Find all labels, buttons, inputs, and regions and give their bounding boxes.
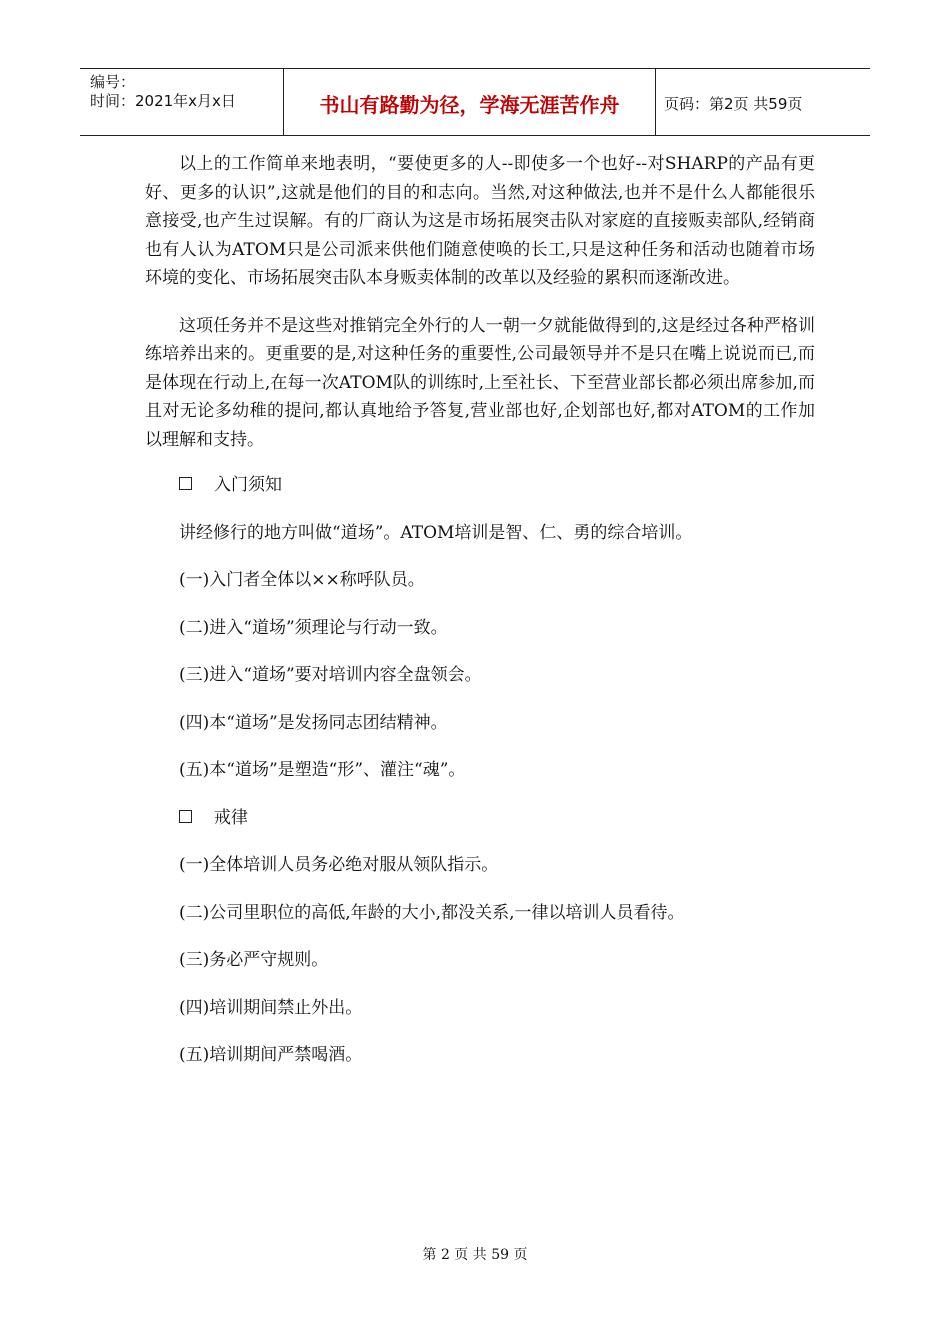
checkbox-icon: [179, 477, 192, 490]
section-intro: 讲经修行的地方叫做“道场”。ATOM培训是智、仁、勇的综合培训。: [179, 522, 693, 543]
list-item: (一)入门者全体以××称呼队员。: [179, 570, 425, 590]
section-title: 入门须知: [214, 475, 282, 495]
list-item: (五)本“道场”是塑造“形”、灌注“魂”。: [179, 760, 466, 780]
list-item: (二)进入“道场”须理论与行动一致。: [179, 617, 448, 638]
document-body: [145, 150, 815, 1091]
page-header: [80, 68, 870, 136]
header-right-cell: [656, 69, 870, 135]
list-item: (四)培训期间禁止外出。: [179, 997, 363, 1018]
section-heading-entry-rules: [179, 473, 815, 497]
list-item: (一)全体培训人员务必绝对服从领队指示。: [179, 855, 499, 875]
header-slogan: 书山有路勤为径，学海无涯苦作舟: [319, 93, 620, 117]
list-item: (三)务必严守规则。: [179, 950, 329, 970]
section-heading-discipline: [179, 806, 815, 830]
page-info: 页码：第2页 共59页: [664, 95, 803, 113]
paragraph-1: 以上的工作简单来地表明，“要使更多的人--即使多一个也好--对SHARP的产品有更好、更多的认识”,这就是他们的目的和志向。当然,对这种做法,也并不是什么人都能很乐意接受,也产生过误解。有的厂商认为这是市场拓展突击队对家庭的直接贩卖部队,经销商也有人认为ATOM只是公司派来供他们随意使唤的长工,只是这种任务和活动也随着市场环境的变化、市场拓展突击队本身贩卖体制的改革以及经验的累积而逐渐改进。: [145, 154, 815, 288]
paragraph-2: 这项任务并不是这些对推销完全外行的人一朝一夕就能做得到的,这是经过各种严格训练培养出来的。更重要的是,对这种任务的重要性,公司最领导并不是只在嘴上说说而已,而是体现在行动上,在每一次ATOM队的训练时,上至社长、下至营业部长都必须出席参加,而且对无论多幼稚的提问,都认真地给予答复,营业部也好,企划部也好,都对ATOM的工作加以理解和支持。: [145, 315, 815, 450]
time-label: 时间：2021年x月x日: [90, 92, 236, 110]
list-item: (四)本“道场”是发扬同志团结精神。: [179, 712, 448, 733]
page-footer: 第 2 页 共 59 页: [422, 1247, 528, 1263]
list-item: (五)培训期间严禁喝酒。: [179, 1045, 363, 1065]
list-item: (二)公司里职位的高低,年龄的大小,都没关系,一律以培训人员看待。: [179, 902, 685, 923]
number-label: 编号：: [90, 73, 136, 91]
checkbox-icon: [179, 810, 192, 823]
section-title: 戒律: [214, 807, 248, 828]
list-item: (三)进入“道场”要对培训内容全盘领会。: [179, 665, 482, 685]
header-middle-cell: [283, 69, 656, 135]
header-left-cell: [80, 69, 283, 135]
